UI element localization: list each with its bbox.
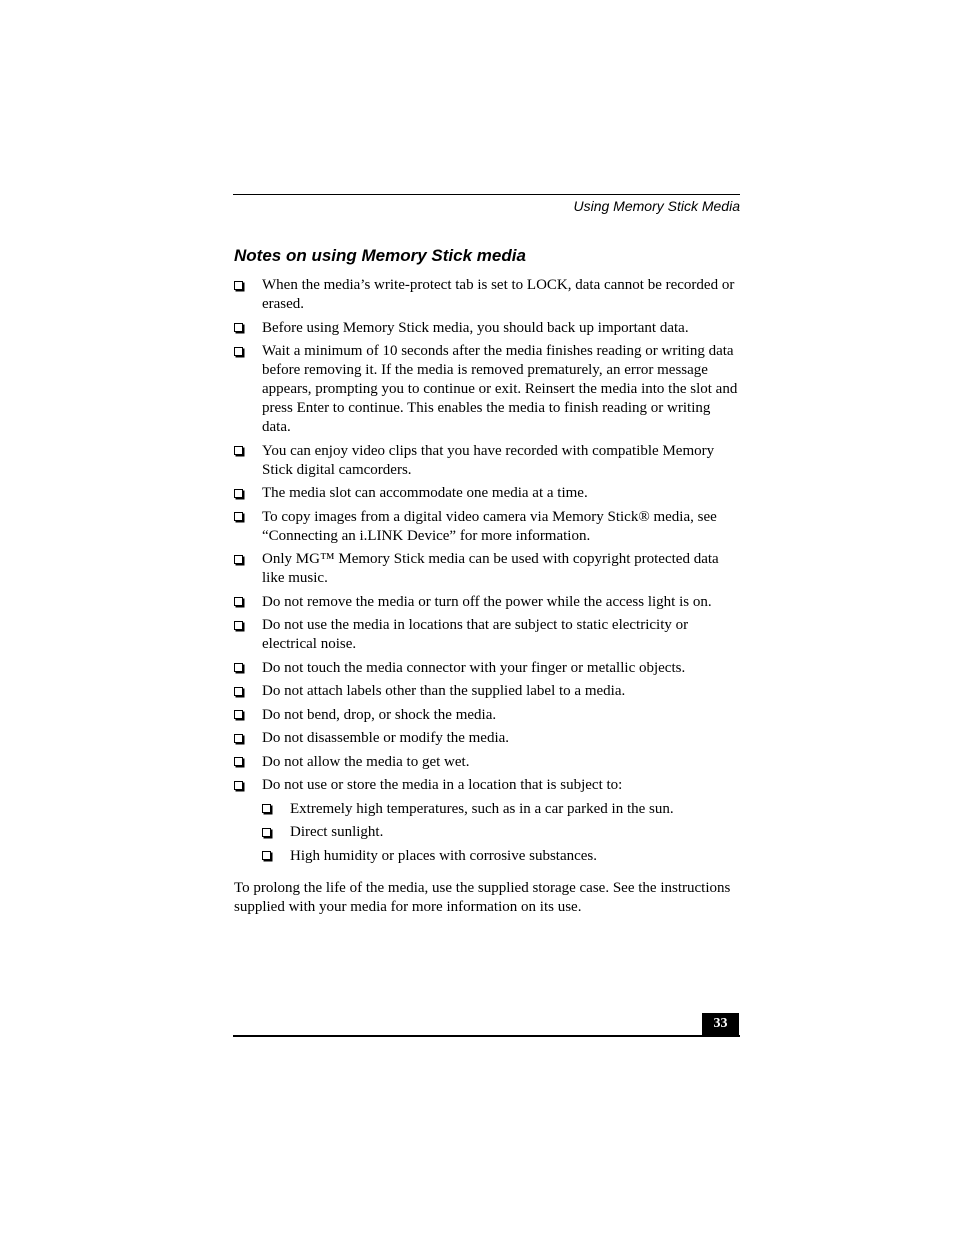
checkbox-bullet-icon — [234, 781, 243, 790]
list-item — [234, 319, 740, 338]
list-item-text: Do not disassemble or modify the media. — [262, 730, 510, 746]
sub-list-item-text: High humidity or places with corrosive substances. — [290, 847, 598, 864]
list-item-text: Do not remove the media or turn off the power while the access light is on. — [262, 593, 712, 610]
checkbox-bullet-icon — [234, 757, 243, 766]
checkbox-bullet-icon — [234, 597, 243, 606]
list-item-text: Only MG™ Memory Stick media can be used with copyright protected data like music. — [262, 551, 719, 586]
running-header: Using Memory Stick Media — [573, 198, 740, 214]
list-item-text: Before using Memory Stick media, you should back up important data. — [262, 319, 689, 336]
checkbox-bullet-icon — [234, 446, 243, 455]
list-item-text: To copy images from a digital video camera via Memory Stick® media, see “Connecting an i.LINK Device” for more information. — [262, 508, 717, 544]
list-item — [234, 593, 740, 612]
list-item — [234, 342, 740, 437]
checkbox-bullet-icon — [262, 851, 271, 860]
sub-list-item — [262, 847, 740, 866]
list-item-text: Do not bend, drop, or shock the media. — [262, 706, 497, 723]
list-item — [234, 442, 740, 480]
list-item — [234, 550, 740, 588]
list-item-text: You can enjoy video clips that you have recorded with compatible Memory Stick digital camcorders. — [262, 442, 715, 478]
notes-list — [234, 276, 740, 866]
list-item — [234, 276, 740, 314]
list-item-text: Do not touch the media connector with your finger or metallic objects. — [262, 659, 686, 676]
header-rule — [233, 194, 740, 195]
content-body — [234, 276, 740, 917]
list-item — [234, 729, 740, 748]
checkbox-bullet-icon — [234, 512, 243, 521]
footer-rule — [233, 1035, 740, 1037]
list-item-text: When the media’s write-protect tab is set to LOCK, data cannot be recorded or erased. — [262, 277, 735, 312]
sub-list-item — [262, 823, 740, 842]
sub-list-item — [262, 800, 740, 819]
list-item — [234, 706, 740, 725]
sub-list-item-text: Extremely high temperatures, such as in a car parked in the sun. — [290, 800, 674, 817]
checkbox-bullet-icon — [234, 687, 243, 696]
checkbox-bullet-icon — [234, 734, 243, 743]
list-item-text: Wait a minimum of 10 seconds after the media finishes reading or writing data before removing it. If the media is removed prematurely, an error message appears, prompting you to continue or exit. Reinsert the media into the slot and press Enter to continue. This enables the media to finish reading or writing data. — [262, 343, 738, 435]
checkbox-bullet-icon — [234, 663, 243, 672]
list-item — [234, 508, 740, 546]
list-item — [234, 484, 740, 503]
checkbox-bullet-icon — [234, 710, 243, 719]
checkbox-bullet-icon — [234, 489, 243, 498]
checkbox-bullet-icon — [262, 828, 271, 837]
list-item — [234, 616, 740, 654]
list-item-text: Do not use the media in locations that are subject to static electricity or electrical noise. — [262, 617, 689, 652]
list-item-text: Do not use or store the media in a location that is subject to: — [262, 777, 623, 793]
section-title: Notes on using Memory Stick media — [234, 246, 526, 265]
checkbox-bullet-icon — [234, 621, 243, 630]
list-item-text: Do not attach labels other than the supplied label to a media. — [262, 683, 626, 699]
list-item-text: Do not allow the media to get wet. — [262, 753, 470, 770]
page-number: 33 — [702, 1013, 739, 1035]
list-item-text: The media slot can accommodate one media at a time. — [262, 485, 588, 501]
list-item — [234, 776, 740, 866]
sub-list-item-text: Direct sunlight. — [290, 824, 384, 840]
sub-notes-list — [262, 800, 740, 866]
checkbox-bullet-icon — [234, 323, 243, 332]
list-item — [234, 753, 740, 772]
checkbox-bullet-icon — [262, 804, 271, 813]
checkbox-bullet-icon — [234, 347, 243, 356]
checkbox-bullet-icon — [234, 555, 243, 564]
list-item — [234, 682, 740, 701]
checkbox-bullet-icon — [234, 281, 243, 290]
list-item — [234, 659, 740, 678]
closing-paragraph: To prolong the life of the media, use the supplied storage case. See the instructions supplied with your media for more information on its use. — [234, 879, 731, 915]
